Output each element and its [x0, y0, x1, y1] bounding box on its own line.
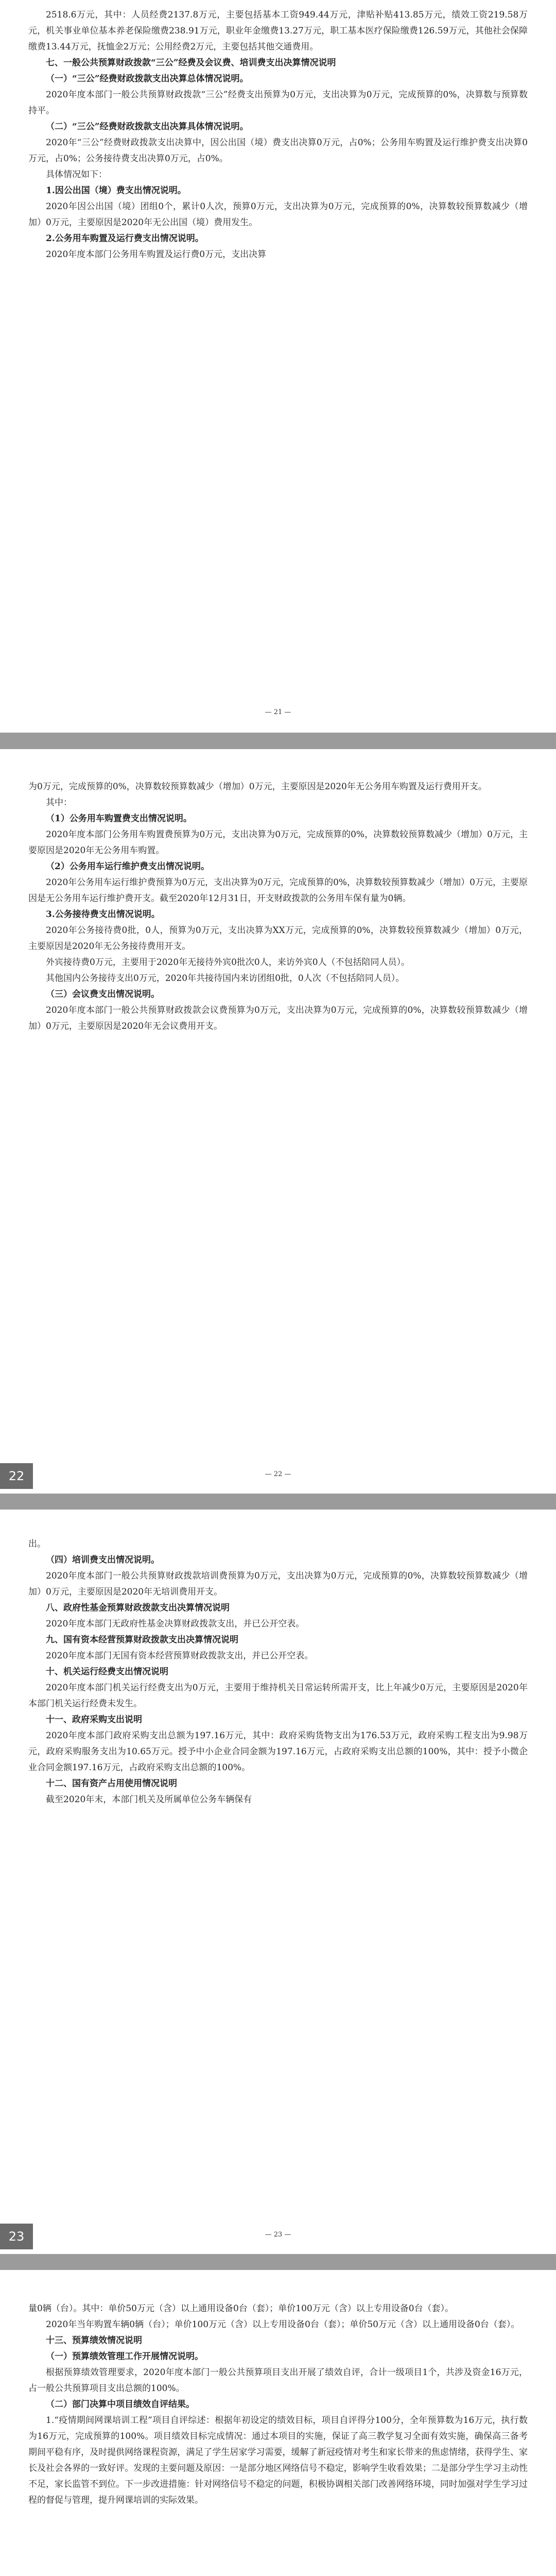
document-page-23 [0, 1510, 556, 2254]
subsection-heading: （二）“三公”经费财政拨款支出决算具体情况说明。 [46, 122, 249, 132]
paragraph: 其中： [46, 798, 72, 808]
paragraph: 2020年度本部门政府采购支出总额为197.16万元，其中：政府采购货物支出为176.53万元，政府采购工程支出为9.98万元，政府采购服务支出为10.65万元。授予中小企业合同金额为197.16万元，占政府采购支出总额的100%，其中：授予小微企业合同金额197.16万元，占政府采购支出总额的100%。 [28, 1731, 528, 1773]
page-index-badge: 22 [0, 1463, 33, 1489]
item-heading: 3.公务接待费支出情况说明。 [46, 909, 160, 920]
section-heading: 七、一般公共预算财政拨款“三公”经费及会议费、培训费支出决算情况说明 [46, 58, 336, 68]
section-heading: 十、机关运行经费支出情况说明 [46, 1667, 168, 1677]
paragraph: 2020年度本部门无国有资本经营预算财政拨款支出，并已公开空表。 [46, 1651, 314, 1661]
paragraph: 2020年“三公”经费财政拨款支出决算中，因公出国（境）费支出决算0万元，占0%；公务用车购置及运行维护费支出决算0万元，占0%；公务接待费支出决算0万元，占0%。 [28, 138, 528, 164]
paragraph: 2020年度本部门无政府性基金决算财政拨款支出，并已公开空表。 [46, 1619, 305, 1629]
document-page-21 [0, 0, 556, 733]
paragraph: 1.“疫情期间网课培训工程”项目自评综述：根据年初设定的绩效目标，项目自评得分100分，全年预算数为16万元，执行数为16万元，完成预算的100%。项目绩效目标完成情况：通过本项目的实施，保证了高三教学复习全面有效实施，确保高三备考期间平稳有序，及时提供网络课程资源，满足了学生居家学习需要，缓解了新冠疫情对考生和家长带来的焦虑情绪，获得学生、家长及社会各界的一致好评。发现的主要问题及原因：一是部分地区网络信号不稳定，影响学生收看效果；二是部分学生学习主动性不足，家长监管不到位。下一步改进措施：针对网络信号不稳定的问题，积极协调相关部门改善网络环境，同时加强对学生学习过程的督促与管理，提升网课培训的实际效果。 [28, 2415, 528, 2505]
paragraph: 截至2020年末，本部门机关及所属单位公务车辆保有 [46, 1794, 252, 1805]
paragraph: 2020年度本部门公务用车购置及运行费0万元，支出决算 [46, 249, 267, 260]
page-23-body [0, 1510, 556, 1808]
item-heading: 1.因公出国（境）费支出情况说明。 [46, 185, 186, 196]
page-number: — 21 — [265, 708, 291, 716]
paragraph: 2020年因公出国（境）团组0个，累计0人次，预算0万元，支出决算为0万元，完成预算的0%，决算数较预算数减少（增加）0万元，主要原因是2020年无公出国（境）费用发生。 [28, 201, 528, 228]
section-heading: 十三、预算绩效情况说明 [46, 2335, 142, 2346]
paragraph: 2020年度本部门一般公共预算财政拨款会议费预算为0万元，支出决算为0万元，完成预算的0%，决算数较预算数减少（增加）0万元，主要原因是2020年无会议费用开支。 [28, 1005, 528, 1031]
paragraph: 2020年度本部门公务用车购置费预算为0万元，支出决算为0万元，完成预算的0%，决算数较预算数减少（增加）0万元，主要原因是2020年无公务用车购置。 [28, 829, 528, 856]
paragraph: 外宾接待费0万元，主要用于2020年无接待外宾0批次0人，来访外宾0人（不包括陪同人员）。 [46, 957, 410, 968]
page-number: — 22 — [265, 1470, 291, 1478]
paragraph: 出。 [28, 1539, 46, 1549]
item-heading: （1）公务用车购置费支出情况说明。 [46, 814, 192, 824]
section-heading: 十一、政府采购支出说明 [46, 1715, 142, 1725]
item-heading: （2）公务用车运行维护费支出情况说明。 [46, 861, 210, 872]
page-number: — 23 — [265, 2231, 291, 2239]
page-index-badge: 23 [0, 2224, 33, 2249]
paragraph: 2518.6万元，其中：人员经费2137.8万元，主要包括基本工资949.44万元，津贴补贴413.85万元，绩效工资219.58万元，机关事业单位基本养老保险缴费238.91万元，职业年金缴费13.27万元，职工基本医疗保险缴费126.59万元，其他社会保障缴费13.44万元，抚恤金2万元；公用经费2万元，主要包括其他交通费用。 [28, 10, 528, 52]
paragraph: 其他国内公务接待支出0万元，2020年共接待国内来访团组0批，0人次（不包括陪同人员）。 [46, 973, 405, 984]
item-heading: 2.公务用车购置及运行费支出情况说明。 [46, 233, 204, 244]
subsection-heading: （三）会议费支出情况说明。 [46, 989, 160, 999]
paragraph: 2020年当年购置车辆0辆（台）；单价100万元（含）以上专用设备0台（套）；单价50万元（含）以上通用设备0台（套）。 [46, 2319, 520, 2330]
page-22-body [0, 749, 556, 1035]
page-21-body [0, 0, 556, 263]
page-24-body [0, 2270, 556, 2509]
section-heading: 九、国有资本经营预算财政拨款支出决算情况说明 [46, 1635, 238, 1645]
paragraph: 为0万元，完成预算的0%，决算数较预算数减少（增加）0万元，主要原因是2020年无公务用车购置及运行费用开支。 [28, 782, 487, 792]
section-heading: 十二、国有资产占用使用情况说明 [46, 1778, 177, 1789]
paragraph: 2020年公务接待费0批，0人，预算为0万元，支出决算为XX万元，完成预算的0%，决算数较预算数减少（增加）0万元，主要原因是2020年无公务接待费用开支。 [28, 925, 528, 952]
paragraph: 2020年度本部门机关运行经费支出为0万元，主要用于维持机关日常运转所需开支，比上年减少0万元，主要原因是2020年本部门机关运行经费未发生。 [28, 1683, 528, 1709]
document-page-24 [0, 2270, 556, 2576]
paragraph: 2020年公务用车运行维护费预算为0万元，支出决算为0万元，完成预算的0%，决算数较预算数减少（增加）0万元，主要原因是无公务用车运行维护费开支。截至2020年12月31日，开支财政拨款的公务用车保有量为0辆。 [28, 877, 528, 904]
subsection-heading: （二）部门决算中项目绩效自评结果。 [46, 2399, 195, 2410]
paragraph: 2020年度本部门一般公共预算财政拨款培训费预算为0万元，支出决算为0万元，完成预算的0%，决算数较预算数减少（增加）0万元，主要原因是2020年无培训费用开支。 [28, 1571, 528, 1597]
section-heading: 八、政府性基金预算财政拨款支出决算情况说明 [46, 1603, 230, 1613]
subsection-heading: （一）预算绩效管理工作开展情况说明。 [46, 2351, 203, 2362]
subsection-heading: （四）培训费支出情况说明。 [46, 1555, 160, 1565]
subsection-heading: （一）“三公”经费财政拨款支出决算总体情况说明。 [46, 74, 249, 84]
document-page-22 [0, 749, 556, 1494]
paragraph: 量0辆（台）。其中：单价50万元（含）以上通用设备0台（套）；单价100万元（含）以上专用设备0台（套）。 [28, 2303, 454, 2314]
paragraph: 具体情况如下： [46, 170, 107, 180]
paragraph: 根据预算绩效管理要求，2020年度本部门一般公共预算项目支出开展了绩效自评，合计一级项目1个，共涉及资金16万元，占一般公共预算项目支出总额的100%。 [28, 2367, 528, 2394]
paragraph: 2020年度本部门一般公共预算财政拨款“三公”经费支出预算为0万元，支出决算为0万元，完成预算的0%，决算数与预算数持平。 [28, 90, 528, 116]
